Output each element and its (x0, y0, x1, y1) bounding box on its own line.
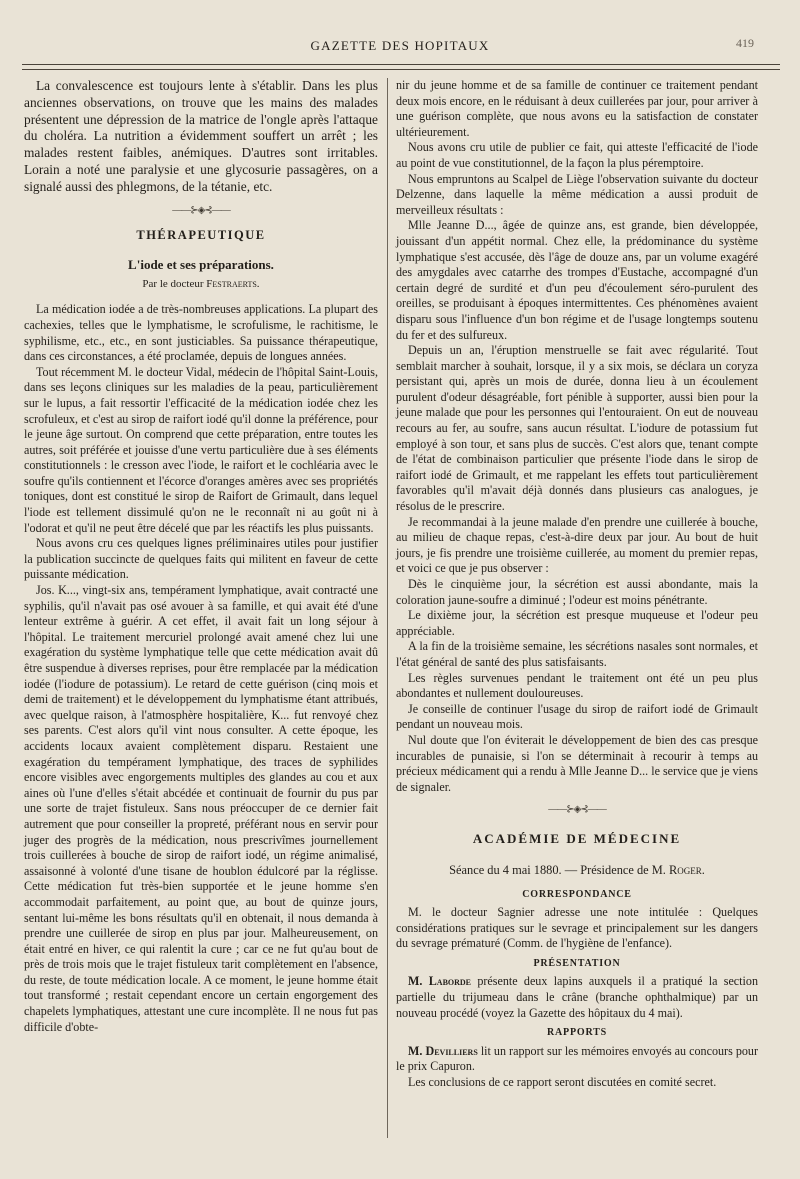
presentation-text: présente deux lapins auxquels il a pratiqué la section partielle du trijumeau dans le crâne (branche ophthalmique) par un nouveau procédé (voyez la Gazette des hôpitaux du 4 mai). (396, 974, 758, 1020)
header-rule-thick (22, 64, 780, 65)
presentation-heading: PRÉSENTATION (533, 957, 621, 969)
article-title: L'iode et ses préparations. (128, 257, 274, 273)
section-ornament: ——⊱◈⊰—— (548, 804, 606, 816)
article-paragraph: Jos. K..., vingt-six ans, tempérament lymphatique, avait contracté une syphilis, qu'il n'avait pas osé avouer à sa famille, et qui avait été d'une lenteur extrême à guérir. A cet effet, il avait fait un long séjour à l'hôpital. Le traitement mercuriel prolongé avait amené chez lui une exagération du système lymphatique telle que cette médication avait dû être suspendue à diverses reprises, pour être remplacée par la médication iodée (l'iodure de potassium). Le retard de cette guérison (cinq mois et demi de traitement) et le développement du lymphatisme étant attribués, avec quelque raison, à l'atmosphère hospitalière, K... fut renvoyé chez ses parents. C'est alors qu'il vint nous consulter. A cette époque, les accidents locaux avaient complètement disparu. Restaient une exagération du tempérament lymphatique, des traces de syphilides encore visibles avec engorgements multiples des glandes au cou et aux aines où l'une d'elles s'était abcédée et continuait de fournir du pus par une sorte de trajet fistuleux. Sans nous préoccuper de ce dernier fait autrement que pour conseiller la propreté, préférant nous en servir pour juger des progrès de la médication, nous prescrivîmes journellement trois cuillerées à bouche de sirop de raifort iodé, un régime animalisé, assaisonné à volonté d'une tisane de houblon édulcoré par la réglisse. Cette médication fut très-bien supportée et le jeune homme s'en accommodait parfaitement, au point que, au bout de quinze jours, sentant lui-même les bons résultats qu'il en obtenait, il nous demanda à prendre une cuillerée de sirop en plus par jour. Malheureusement, on était entré en hiver, ce qui ralentit la cure ; car ce ne fut qu'au bout de près de trois mois que le trajet fistuleux tarit complètement en l'absence, du reste, de toute médication locale. A ce moment, le jeune homme était tout transformé ; restait cependant encore un certain engorgement des chapelets lymphatiques, attestant une cure incomplète. Il ne nous fut pas difficile d'obte- (24, 583, 378, 1034)
rapports-speaker: M. Devilliers (408, 1043, 478, 1058)
academy-title: ACADÉMIE DE MÉDECINE (472, 831, 682, 847)
article-paragraph: Dès le cinquième jour, la sécrétion est aussi abondante, mais la coloration jaune-soufre a diminué ; l'odeur est moins pénétrante. (396, 577, 758, 607)
presentation-speaker: M. Laborde (408, 974, 472, 989)
seance-line (396, 863, 758, 879)
article-paragraph: Nous avons cru utile de publier ce fait, qui atteste l'efficacité de l'iode au point de vue constitutionnel, de la façon la plus péremptoire. (396, 140, 758, 170)
article-paragraph: Tout récemment M. le docteur Vidal, médecin de l'hôpital Saint-Louis, dans ses leçons cliniques sur les maladies de la peau, particulièrement sur le lupus, a fait ressortir l'efficacité de la médication iodée chez les scrofuleux, et c'est au sirop de raifort iodé qu'il donne la préférence, pour le jeune âge surtout. On comprend que cette préparation, entre toutes les autres, soit préférée et jouisse d'une vertu particulière due à ses éléments constitutionnels : le cresson avec l'iode, le raifort et le cochléaria avec le soufre qu'ils contiennent et l'écorce d'oranges amères avec ses propriétés toniques, dont est constitué le sirop de Raifort de Grimault, dans lequel l'iode est tellement dissimulé qu'on ne le reconnaît ni au goût ni à l'odorat et qu'il ne peut être décelé que par les réactifs les plus puissants. (24, 364, 378, 535)
article-paragraph: Nous empruntons au Scalpel de Liège l'observation suivante du docteur Delzenne, dans laquelle la même médication a aussi produit de merveilleux résultats : (396, 171, 758, 217)
article-paragraph: nir du jeune homme et de sa famille de continuer ce traitement pendant deux mois encore, en le réduisant à deux cuillerées par jour, pour arriver à une guérison complète, que nous avons eu la satisfaction de constater ultérieurement. (396, 78, 758, 139)
article-paragraph: Nous avons cru ces quelques lignes préliminaires utiles pour justifier la publication succincte de quelques faits qui militent en faveur de cette puissante médication. (24, 536, 378, 582)
correspondance-heading: CORRESPONDANCE (522, 888, 632, 900)
right-column (396, 78, 758, 1091)
article-paragraph: Depuis un an, l'éruption menstruelle se fait avec régularité. Tout semblait marcher à souhait, lorsque, il y a six mois, se déclara un coryza persistant qui, après un mois de durée, donna lieu à un écoulement purulent d'odeur désagréable, fort pénible à supporter, aussi bien pour la jeune malade que pour les personnes qui l'entouraient. On eut de nouveau recours au fer, au soufre, sans aucun résultat. L'iodure de potassium fut employé à son tour, et sans plus de succès. C'est alors que, tenant compte de l'état de combinaison particulier que présente l'iode dans le sirop de raifort iodé de Grimault, et me rappelant les effets tout particulièrement favorables qu'il m'avait déjà donnés dans plusieurs cas analogues, je résolus de le prescrire. (396, 343, 758, 514)
article-paragraph: Je conseille de continuer l'usage du sirop de raifort iodé de Grimault pendant un nouveau mois. (396, 701, 758, 732)
section-title: THÉRAPEUTIQUE (136, 227, 266, 242)
byline-author: Festraerts. (206, 277, 260, 290)
closing-paragraph: Les conclusions de ce rapport seront discutées en comité secret. (408, 1075, 717, 1090)
cholera-convalescence-paragraph: La convalescence est toujours lente à s'établir. Dans les plus anciennes observations, on trouve que les mains des malades présentent une dépression de la matrice de l'ongle après l'attaque du choléra. La nutrition a évidemment souffert un arrêt ; les malades restent faibles, anémiques. D'autres sont irritables. Lorain a noté une paralysie et une glycosurie passagères, on a signalé aussi des phlegmons, de la tétanie, etc. (24, 78, 378, 194)
correspondance-paragraph: M. le docteur Sagnier adresse une note intitulée : Quelques considérations pratiques sur le sevrage et principalement sur les dangers du sevrage prématuré (Comm. de l'hygiène de l'enfance). (396, 905, 758, 951)
article-paragraph: A la fin de la troisième semaine, les sécrétions nasales sont normales, et l'état général de santé des plus satisfaisants. (396, 639, 758, 669)
byline (24, 277, 378, 293)
left-column (24, 78, 378, 1035)
article-paragraph: Je recommandai à la jeune malade d'en prendre une cuillerée à bouche, au milieu de chaque repas, c'est-à-dire deux par jour. Au bout de huit jours, je fis prendre une troisième cuillerée, au moment du premier repas, et voici ce que je pus observer : (396, 514, 758, 576)
header-rule-thin (22, 69, 780, 70)
article-paragraph: Nul doute que l'on éviterait le développement de bien des cas presque incurables de punaisie, si l'on se déterminait à recourir à temps au précieux médicament qui a rendu à Mlle Jeanne D... le service que je viens de signaler. (396, 732, 758, 794)
page-number: 419 (736, 36, 754, 50)
article-paragraph: La médication iodée a de très-nombreuses applications. La plupart des cachexies, telles que le lymphatisme, le scrofulisme, le rachitisme, le syphilisme, etc., etc., en sont justiciables. Sa puissance thérapeutique, dans ces circonstances, a été proclamée, depuis de longues années. (24, 302, 378, 364)
rapports-heading: RAPPORTS (547, 1027, 607, 1039)
seance-text: Séance du 4 mai 1880. — Présidence de M. (449, 862, 666, 877)
journal-title: GAZETTE DES HOPITAUX (310, 38, 490, 53)
rapports-text: lit un rapport sur les mémoires envoyés au concours pour le prix Capuron. (396, 1043, 758, 1074)
page-header (22, 38, 778, 64)
article-paragraph: Le dixième jour, la sécrétion est presque muqueuse et l'odeur peu appréciable. (396, 608, 758, 638)
rapports-paragraph (396, 1044, 758, 1075)
section-ornament: ——⊱◈⊰—— (172, 204, 230, 216)
column-divider (387, 78, 388, 1138)
byline-prefix: Par le docteur (142, 277, 204, 290)
article-paragraph: Les règles survenues pendant le traitement ont été un peu plus abondantes et nullement douloureuses. (396, 670, 758, 701)
presentation-paragraph (396, 974, 758, 1021)
seance-president: Roger. (669, 862, 705, 877)
article-paragraph: Mlle Jeanne D..., âgée de quinze ans, est grande, bien développée, jouissant d'un appétit normal. Chez elle, la prédominance du système lymphatique s'est accusée, dès l'âge de douze ans, par un volume exagéré des amygdales avec catarrhe des trompes d'Eustache, accompagné d'un certain degré de surdité et d'un peu d'écoulement séro-purulent des oreilles, se produisant à époques intermittentes. Ces phénomènes avaient disparu sous l'influence d'un bon régime et de l'usage longtemps soutenu du fer et des sulfureux. (396, 218, 758, 342)
